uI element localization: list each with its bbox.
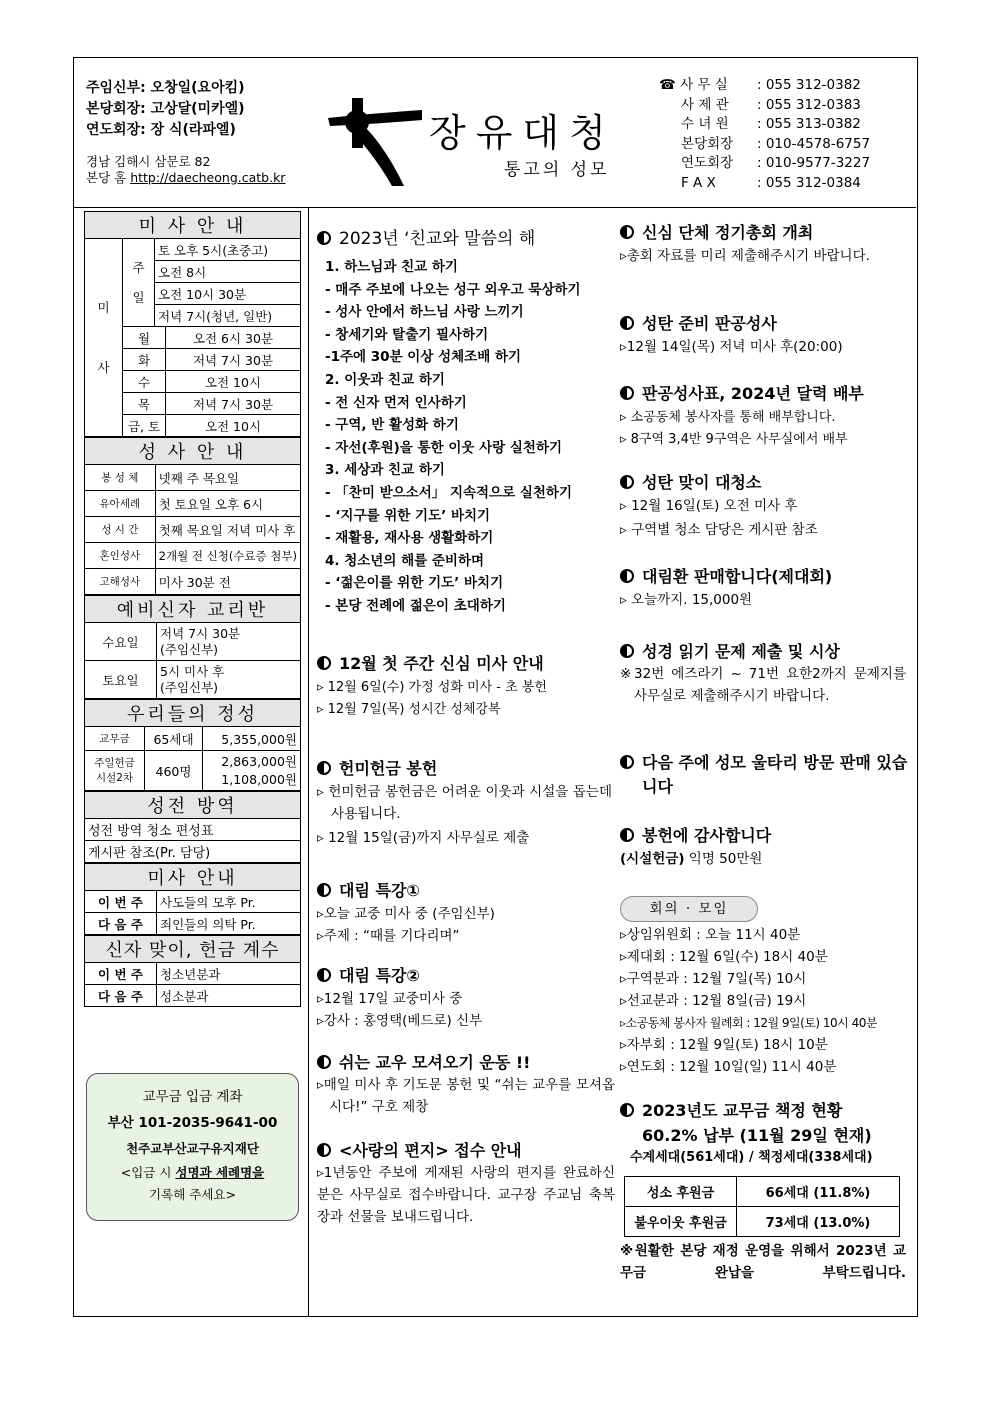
sacrament-value: 첫 토요일 오후 6시: [155, 491, 300, 517]
week-label: 이 번 주: [85, 963, 157, 985]
list-item: -1주에 30분 이상 성체조배 하기: [325, 349, 522, 366]
donation-value: 73세대 (13.0%): [737, 1207, 900, 1237]
meeting-item: ▹구역분과 : 12월 7일(목) 10시: [620, 971, 807, 987]
duty-group: 성소분과: [157, 985, 301, 1007]
offering-amount: 2,863,000원: [221, 753, 297, 769]
leader-pastor: 주임신부: 오창일(요아킴): [86, 80, 245, 96]
meeting-item: ▹선교분과 : 12월 8일(금) 19시: [620, 993, 807, 1009]
leaders: [86, 78, 245, 141]
section-title: 대림 특강②: [317, 963, 420, 986]
half-circle-icon: [620, 225, 634, 239]
contact-row: 사 제 관 : 055 312-0383: [681, 96, 861, 113]
sacrament-label: 고해성사: [85, 569, 156, 595]
cleaning-line: 성전 방역 청소 편성표: [85, 819, 301, 841]
list-item: 3. 세상과 친교 하기: [325, 462, 445, 479]
weekday-time: 오전 10시: [165, 371, 300, 393]
household-count: 수계세대(561세대) / 책정세대(338세대): [630, 1150, 873, 1165]
sacrament-table: [84, 437, 301, 595]
sacrament-label: 혼인성사: [85, 543, 156, 569]
meeting-item: ▹자부회 : 12월 9일(토) 18시 10분: [620, 1037, 828, 1053]
section-title: 2023년도 교무금 책정 현황: [620, 1098, 842, 1121]
section-title: <사랑의 편지> 접수 안내: [317, 1138, 522, 1161]
list-item: - ‘젊은이를 위한 기도’ 바치기: [325, 575, 504, 592]
homepage-label: 본당 홈: [86, 170, 127, 185]
sacrament-label: 봉 성 체: [85, 465, 156, 491]
offering-table: [84, 699, 301, 791]
donation-type: (시설헌금): [620, 851, 685, 867]
offering-amount: 1,108,000원: [221, 771, 297, 787]
half-circle-icon: [620, 386, 634, 400]
cleaning-table: [84, 791, 301, 863]
meeting-list: [620, 924, 877, 1078]
list-item: 4. 청소년의 해를 준비하며: [325, 552, 485, 569]
list-item: ▹오늘 교중 미사 중 (주임신부): [317, 906, 495, 922]
section-title: 대림 특강①: [317, 878, 420, 901]
catechism-title: 예비신자 교리반: [85, 596, 301, 623]
paragraph: ▹1년동안 주보에 게재된 사랑의 편지를 완료하신 분은 사무실로 접수바랍니다. 교구장 주교님 축복장과 선물을 보내드립니다.: [317, 1165, 615, 1225]
week-label: 다 음 주: [85, 985, 157, 1007]
list-item: - 자선(후원)을 통한 이웃 사랑 실천하기: [325, 439, 563, 456]
list-item: - 성사 안에서 하느님 사랑 느끼기: [325, 304, 524, 321]
catechism-teacher: (주임신부): [160, 679, 219, 695]
list-item: ▹주제 : “때를 기다리며”: [317, 928, 460, 944]
mass-side-label: 미 사: [85, 239, 123, 437]
catechism-table: [84, 595, 301, 699]
meeting-item: ▹소공동체 봉사자 월례회 : 12월 9일(토) 10시 40분: [620, 1016, 877, 1030]
weekday: 월: [123, 327, 166, 349]
paragraph: ▹12월 14일(목) 저녁 미사 후(20:00): [620, 339, 843, 355]
weekday: 목: [123, 393, 166, 415]
half-circle-icon: [317, 656, 331, 670]
donation-detail: 익명 50만원: [684, 851, 763, 867]
donation-table: [624, 1176, 900, 1237]
sacrament-label: 성 시 간: [85, 517, 156, 543]
list-item: ▹강사 : 홍영택(베드로) 신부: [317, 1013, 483, 1029]
account-title: 교무금 입금 계좌: [142, 1089, 243, 1105]
contact-row: 연도회장 : 010-9577-3227: [681, 155, 871, 171]
list-item: ▹12월 17일 교중미사 중: [317, 991, 463, 1007]
half-circle-icon: [317, 1143, 331, 1157]
contacts: [659, 76, 870, 193]
sacrament-value: 넷째 주 목요일: [155, 465, 300, 491]
catechism-teacher: (주임신부): [160, 641, 219, 657]
weekday-time: 오전 6시 30분: [165, 327, 300, 349]
list-item: ▹ 12월 7일(목) 성시간 성체강복: [317, 702, 501, 717]
weekday: 화: [123, 349, 166, 371]
sunday-mass: 오전 10시 30분: [155, 283, 301, 305]
list-item: - 「찬미 받으소서」 지속적으로 실천하기: [325, 484, 573, 501]
paragraph: ▹매일 미사 후 기도문 봉헌 및 “쉬는 교우를 모셔옵시다!” 구호 제창: [317, 1077, 615, 1115]
list-item: ▹ 12월 6일(수) 가정 성화 미사 - 초 봉헌: [317, 680, 547, 695]
list-item: ▹ 8구역 3,4반 9구역은 사무실에서 배부: [620, 432, 848, 447]
half-circle-icon: [317, 883, 331, 897]
half-circle-icon: [620, 828, 634, 842]
mass-schedule-table: [84, 211, 301, 437]
paragraph: ▹총회 자료를 미리 제출해주시기 바랍니다.: [620, 248, 870, 264]
sunday-mass: 토 오후 5시(초중고): [155, 239, 301, 261]
leader-president: 본당회장: 고상달(미카엘): [86, 101, 245, 117]
account-note: 기록해 주세요>: [149, 1187, 236, 1202]
mass-title: 미 사 안 내: [85, 212, 301, 239]
bulletin-title: 장유대청: [429, 111, 616, 155]
section-title: 쉬는 교우 모셔오기 운동 !!: [317, 1050, 530, 1073]
section-title: 12월 첫 주간 신심 미사 안내: [317, 651, 544, 674]
list-item: - 본당 전례에 젊은이 초대하기: [325, 597, 506, 614]
homepage-link[interactable]: http://daecheong.catb.kr: [130, 170, 286, 185]
sunday-label: 주 일: [123, 239, 155, 327]
meeting-label: 회의 · 모임: [620, 896, 758, 922]
list-item: 1. 하느님과 친교 하기: [325, 259, 458, 275]
half-circle-icon: [620, 569, 634, 583]
offering-count: 460명: [145, 751, 203, 791]
contact-row: ☎ 사 무 실 : 055 312-0382: [659, 77, 861, 93]
contact-row: 본당회장 : 010-4578-6757: [681, 135, 871, 152]
offering-count: 65세대: [145, 727, 203, 751]
list-item: ▹ 12월 16일(토) 오전 미사 후: [620, 498, 798, 514]
donation-label: 성소 후원금: [625, 1177, 737, 1207]
section-title: 성경 읽기 문제 제출 및 시상: [620, 639, 840, 662]
half-circle-icon: [620, 475, 634, 489]
meeting-item: ▹연도회 : 12월 10일(일) 11시 40분: [620, 1059, 837, 1075]
section-title: 성탄 맞이 대청소: [620, 470, 761, 493]
section-title: 판공성사표, 2024년 달력 배부: [620, 381, 864, 404]
half-circle-icon: [317, 231, 331, 245]
list-item: - 재활용, 재사용 생활화하기: [325, 530, 494, 547]
donation-value: 66세대 (11.8%): [737, 1177, 900, 1207]
contact-row: F A X : 055 312-0384: [681, 174, 861, 191]
half-circle-icon: [317, 1055, 331, 1069]
half-circle-icon: [620, 755, 634, 769]
welcome-table: [84, 935, 301, 1007]
duty-group: 사도들의 모후 Pr.: [157, 891, 301, 913]
list-item: ▹ 구역별 청소 담당은 게시판 참조: [620, 522, 818, 538]
list-item: 2. 이웃과 친교 하기: [325, 371, 445, 388]
list-item: - ‘지구를 위한 기도’ 바치기: [325, 507, 491, 524]
weekday: 금, 토: [123, 415, 166, 437]
account-box: [86, 1073, 299, 1221]
cleaning-line: 게시판 참조(Pr. 담당): [85, 841, 301, 863]
section-title: 신심 단체 정기총회 개최: [620, 220, 813, 243]
header: [74, 58, 916, 208]
week-label: 다 음 주: [85, 913, 157, 935]
half-circle-icon: [317, 968, 331, 982]
section-title: 2023년 ‘친교와 말씀의 해: [317, 224, 535, 249]
bulletin-frame: [73, 57, 918, 1317]
address-block: [86, 154, 285, 186]
mass-duty-title: 미사 안내: [85, 864, 301, 891]
contact-row: 수 녀 원 : 055 313-0382: [681, 116, 861, 132]
weekday-time: 저녁 7시 30분: [165, 393, 300, 415]
account-holder: 천주교부산교구유지재단: [126, 1141, 259, 1156]
offering-label: 주일헌금: [94, 756, 135, 769]
list-item: - 매주 주보에 나오는 성구 외우고 묵상하기: [325, 281, 581, 298]
paragraph: ▹ 헌미헌금 봉헌금은 어려운 이웃과 시설을 돕는데 사용됩니다.: [317, 784, 612, 822]
catechism-time: 저녁 7시 30분: [160, 625, 241, 641]
weekday: 수: [123, 371, 166, 393]
paragraph: ※32번 에즈라기 ~ 71번 요한2까지 문제지를 사무실로 제출해주시기 바랍니다.: [620, 666, 906, 704]
payment-rate: 60.2% 납부 (11월 29일 현재): [642, 1126, 872, 1145]
year-theme-list: [325, 256, 581, 618]
leader-yeondo: 연도회장: 장 식(라파엘): [86, 122, 236, 138]
sacrament-title: 성 사 안 내: [85, 438, 301, 465]
sunday-mass: 저녁 7시(청년, 일반): [155, 305, 301, 327]
duty-group: 청소년분과: [157, 963, 301, 985]
section-title: 봉헌에 감사합니다: [620, 823, 771, 846]
list-item: - 구역, 반 활성화 하기: [325, 417, 459, 434]
section-title: 대림환 판매합니다(제대회): [620, 564, 832, 587]
half-circle-icon: [620, 644, 634, 658]
offering-label: 교무금: [85, 727, 145, 751]
half-circle-icon: [317, 761, 331, 775]
account-note-bold: 성명과 세례명을: [175, 1165, 265, 1180]
section-title: 성탄 준비 판공성사: [620, 311, 777, 334]
bulletin-subtitle: 통고의 성모: [504, 160, 610, 180]
paragraph: ▹ 12월 15일(금)까지 사무실로 제출: [317, 830, 530, 846]
sacrament-value: 2개월 전 신청(수료증 첨부): [155, 543, 300, 569]
donation-label: 불우이웃 후원금: [625, 1207, 737, 1237]
catechism-day: 수요일: [85, 623, 157, 661]
weekday-time: 오전 10시: [165, 415, 300, 437]
list-item: - 창세기와 탈출기 필사하기: [325, 326, 489, 343]
meeting-item: ▹제대회 : 12월 6일(수) 18시 40분: [620, 949, 828, 965]
finance-note: ※원활한 본당 재정 운영을 위해서 2023년 교무금 완납을 부탁드립니다.: [620, 1243, 906, 1281]
paragraph: ▹ 오늘까지. 15,000원: [620, 592, 753, 608]
half-circle-icon: [620, 316, 634, 330]
sacrament-value: 첫째 목요일 저녁 미사 후: [155, 517, 300, 543]
meeting-item: ▹상임위원회 : 오늘 11시 40분: [620, 927, 801, 943]
offering-title: 우리들의 정성: [85, 700, 301, 727]
section-title: 헌미헌금 봉헌: [317, 756, 437, 779]
list-item: ▹ 소공동체 봉사자를 통해 배부합니다.: [620, 410, 836, 425]
list-item: - 전 신자 먼저 인사하기: [325, 394, 467, 411]
account-note: <입금 시: [120, 1165, 176, 1180]
sacrament-value: 미사 30분 전: [155, 569, 300, 595]
catechism-time: 5시 미사 후: [160, 663, 225, 679]
half-circle-icon: [620, 1103, 634, 1117]
cross-logo-icon: [326, 98, 426, 188]
offering-amount: 5,355,000원: [203, 727, 301, 751]
account-number: 부산 101-2035-9641-00: [107, 1115, 278, 1131]
left-column: [84, 211, 301, 1007]
cleaning-title: 성전 방역: [85, 792, 301, 819]
column-divider: [308, 208, 309, 1317]
address: 경남 김해시 삼문로 82: [86, 154, 211, 169]
sunday-mass: 오전 8시: [155, 261, 301, 283]
offering-label: 시설2차: [95, 771, 134, 784]
weekday-time: 저녁 7시 30분: [165, 349, 300, 371]
mass-duty-table: [84, 863, 301, 935]
week-label: 이 번 주: [85, 891, 157, 913]
section-title: 다음 주에 성모 울타리 방문 판매 있습니다: [620, 751, 908, 799]
catechism-day: 토요일: [85, 661, 157, 699]
duty-group: 죄인들의 의탁 Pr.: [157, 913, 301, 935]
welcome-title: 신자 맞이, 헌금 계수: [85, 936, 301, 963]
phone-icon: ☎: [659, 77, 676, 93]
sacrament-label: 유아세례: [85, 491, 156, 517]
